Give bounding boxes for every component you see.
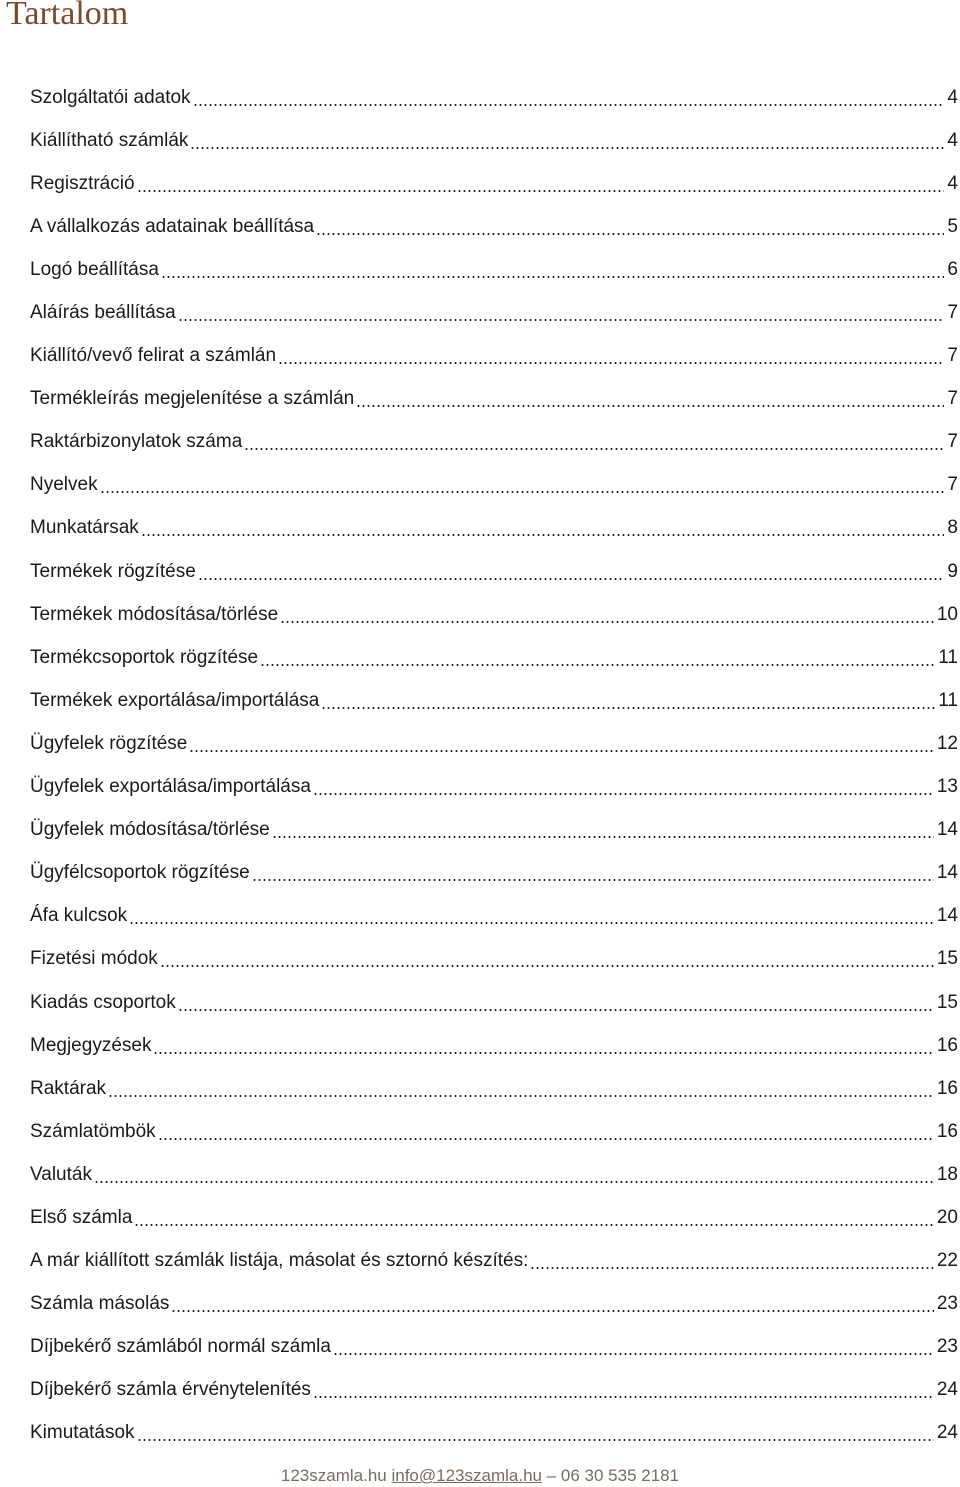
toc-entry-page-number: 11 bbox=[938, 689, 958, 711]
toc-dot-leader bbox=[189, 750, 934, 752]
toc-entry-label: Termékek rögzítése bbox=[30, 560, 196, 582]
toc-entry-label: Ügyfelek rögzítése bbox=[30, 732, 188, 754]
toc-entry[interactable] bbox=[30, 1153, 958, 1196]
toc-dot-leader bbox=[171, 1310, 933, 1312]
toc-entry[interactable] bbox=[30, 1024, 958, 1067]
toc-entry-label: Logó beállítása bbox=[30, 258, 159, 280]
toc-entry-label: Első számla bbox=[30, 1206, 133, 1228]
toc-dot-leader bbox=[193, 104, 945, 106]
toc-dot-leader bbox=[137, 1439, 934, 1441]
page-footer bbox=[0, 1465, 960, 1487]
toc-dot-leader bbox=[356, 405, 944, 407]
toc-entry[interactable] bbox=[30, 378, 958, 421]
toc-entry[interactable] bbox=[30, 162, 958, 205]
toc-entry-page-number: 14 bbox=[936, 862, 958, 884]
toc-dot-leader bbox=[313, 793, 934, 795]
toc-entry-page-number: 20 bbox=[936, 1206, 958, 1228]
toc-entry[interactable] bbox=[30, 1110, 958, 1153]
toc-entry-label: Raktárak bbox=[30, 1077, 107, 1099]
toc-dot-leader bbox=[316, 233, 944, 235]
table-of-contents bbox=[30, 76, 958, 1455]
toc-entry-page-number: 23 bbox=[936, 1336, 958, 1358]
toc-entry-label: Regisztráció bbox=[30, 172, 135, 194]
toc-entry-page-number: 5 bbox=[947, 215, 958, 237]
toc-dot-leader bbox=[178, 1009, 934, 1011]
toc-entry-page-number: 14 bbox=[936, 819, 958, 841]
footer-site: 123szamla.hu bbox=[280, 1466, 387, 1485]
toc-entry-page-number: 18 bbox=[936, 1163, 958, 1185]
toc-entry-label: Munkatársak bbox=[30, 517, 139, 539]
footer-separator: – bbox=[546, 1466, 557, 1485]
toc-entry-label: Fizetési módok bbox=[30, 948, 158, 970]
toc-entry[interactable] bbox=[30, 1369, 958, 1412]
toc-dot-leader bbox=[252, 879, 934, 881]
toc-entry-page-number: 24 bbox=[936, 1422, 958, 1444]
toc-entry[interactable] bbox=[30, 1067, 958, 1110]
toc-entry-label: Nyelvek bbox=[30, 474, 98, 496]
toc-dot-leader bbox=[158, 1138, 934, 1140]
toc-entry-page-number: 24 bbox=[936, 1379, 958, 1401]
toc-entry-page-number: 4 bbox=[947, 172, 958, 194]
toc-dot-leader bbox=[260, 664, 935, 666]
toc-entry[interactable] bbox=[30, 464, 958, 507]
toc-dot-leader bbox=[278, 362, 944, 364]
toc-entry-label: A vállalkozás adatainak beállítása bbox=[30, 215, 315, 237]
toc-entry-page-number: 7 bbox=[947, 474, 958, 496]
toc-entry[interactable] bbox=[30, 679, 958, 722]
toc-entry-label: Termékleírás megjelenítése a számlán bbox=[30, 388, 355, 410]
toc-entry-label: Számlatömbök bbox=[30, 1120, 156, 1142]
toc-dot-leader bbox=[198, 578, 945, 580]
toc-entry-page-number: 4 bbox=[947, 129, 958, 151]
toc-dot-leader bbox=[178, 319, 945, 321]
toc-entry[interactable] bbox=[30, 722, 958, 765]
toc-entry-page-number: 16 bbox=[936, 1034, 958, 1056]
toc-entry-label: Kimutatások bbox=[30, 1422, 135, 1444]
toc-entry-label: Kiállító/vevő felirat a számlán bbox=[30, 345, 277, 367]
toc-entry-label: Áfa kulcsok bbox=[30, 905, 128, 927]
toc-entry-page-number: 9 bbox=[947, 560, 958, 582]
toc-entry[interactable] bbox=[30, 507, 958, 550]
toc-entry[interactable] bbox=[30, 421, 958, 464]
toc-dot-leader bbox=[313, 1396, 934, 1398]
toc-entry-label: A már kiállított számlák listája, másolat és sztornó készítés: bbox=[30, 1250, 529, 1272]
toc-entry[interactable] bbox=[30, 291, 958, 334]
toc-entry-page-number: 7 bbox=[947, 345, 958, 367]
toc-dot-leader bbox=[108, 1095, 934, 1097]
toc-dot-leader bbox=[272, 836, 934, 838]
toc-entry[interactable] bbox=[30, 76, 958, 119]
toc-dot-leader bbox=[161, 276, 945, 278]
toc-entry-page-number: 14 bbox=[936, 905, 958, 927]
toc-entry-page-number: 16 bbox=[936, 1077, 958, 1099]
toc-entry-page-number: 11 bbox=[938, 646, 958, 668]
toc-entry[interactable] bbox=[30, 766, 958, 809]
toc-entry[interactable] bbox=[30, 981, 958, 1024]
toc-entry-page-number: 13 bbox=[936, 776, 958, 798]
toc-entry-page-number: 12 bbox=[936, 732, 958, 754]
toc-entry-page-number: 7 bbox=[947, 388, 958, 410]
toc-dot-leader bbox=[134, 1224, 933, 1226]
toc-entry[interactable] bbox=[30, 335, 958, 378]
toc-entry-page-number: 15 bbox=[936, 948, 958, 970]
toc-entry-page-number: 8 bbox=[947, 517, 958, 539]
toc-entry-label: Ügyfelek exportálása/importálása bbox=[30, 776, 311, 798]
footer-email-link[interactable]: info@123szamla.hu bbox=[391, 1466, 542, 1485]
toc-dot-leader bbox=[530, 1267, 933, 1269]
toc-dot-leader bbox=[141, 534, 945, 536]
toc-dot-leader bbox=[321, 707, 935, 709]
toc-entry-label: Termékcsoportok rögzítése bbox=[30, 646, 259, 668]
toc-entry[interactable] bbox=[30, 1412, 958, 1455]
toc-entry-page-number: 4 bbox=[947, 86, 958, 108]
toc-entry-label: Ügyfélcsoportok rögzítése bbox=[30, 862, 250, 884]
toc-dot-leader bbox=[129, 922, 934, 924]
toc-entry-label: Raktárbizonylatok száma bbox=[30, 431, 243, 453]
toc-dot-leader bbox=[160, 965, 934, 967]
toc-entry[interactable] bbox=[30, 938, 958, 981]
toc-entry-label: Valuták bbox=[30, 1163, 92, 1185]
toc-dot-leader bbox=[137, 190, 945, 192]
toc-entry[interactable] bbox=[30, 809, 958, 852]
toc-dot-leader bbox=[153, 1052, 933, 1054]
toc-entry-label: Kiadás csoportok bbox=[30, 991, 176, 1013]
toc-entry-label: Számla másolás bbox=[30, 1293, 170, 1315]
toc-entry[interactable] bbox=[30, 1196, 958, 1239]
toc-dot-leader bbox=[280, 621, 934, 623]
toc-dot-leader bbox=[333, 1353, 934, 1355]
toc-entry-page-number: 6 bbox=[947, 258, 958, 280]
toc-entry-label: Termékek exportálása/importálása bbox=[30, 689, 320, 711]
toc-entry[interactable] bbox=[30, 248, 958, 291]
toc-entry-page-number: 10 bbox=[936, 603, 958, 625]
toc-entry[interactable] bbox=[30, 1326, 958, 1369]
toc-dot-leader bbox=[100, 491, 945, 493]
toc-entry[interactable] bbox=[30, 852, 958, 895]
toc-entry[interactable] bbox=[30, 1283, 958, 1326]
toc-entry-page-number: 7 bbox=[947, 431, 958, 453]
toc-entry-page-number: 23 bbox=[936, 1293, 958, 1315]
toc-entry-page-number: 7 bbox=[947, 302, 958, 324]
toc-entry-label: Kiállítható számlák bbox=[30, 129, 189, 151]
toc-entry[interactable] bbox=[30, 895, 958, 938]
toc-entry-page-number: 15 bbox=[936, 991, 958, 1013]
toc-entry[interactable] bbox=[30, 550, 958, 593]
toc-entry[interactable] bbox=[30, 119, 958, 162]
footer-phone: 06 30 535 2181 bbox=[560, 1466, 680, 1485]
toc-dot-leader bbox=[190, 147, 944, 149]
toc-entry[interactable] bbox=[30, 593, 958, 636]
toc-entry[interactable] bbox=[30, 1240, 958, 1283]
toc-entry-label: Díjbekérő számla érvénytelenítés bbox=[30, 1379, 311, 1401]
toc-entry-label: Szolgáltatói adatok bbox=[30, 86, 191, 108]
toc-entry[interactable] bbox=[30, 636, 958, 679]
toc-entry-label: Ügyfelek módosítása/törlése bbox=[30, 819, 270, 841]
toc-entry-label: Megjegyzések bbox=[30, 1034, 152, 1056]
toc-dot-leader bbox=[94, 1181, 934, 1183]
toc-entry-page-number: 16 bbox=[936, 1120, 958, 1142]
page-title: Tartalom bbox=[6, 0, 129, 32]
toc-entry[interactable] bbox=[30, 205, 958, 248]
toc-entry-page-number: 22 bbox=[936, 1250, 958, 1272]
toc-dot-leader bbox=[244, 448, 944, 450]
toc-entry-label: Díjbekérő számlából normál számla bbox=[30, 1336, 331, 1358]
toc-entry-label: Aláírás beállítása bbox=[30, 302, 176, 324]
toc-entry-label: Termékek módosítása/törlése bbox=[30, 603, 279, 625]
